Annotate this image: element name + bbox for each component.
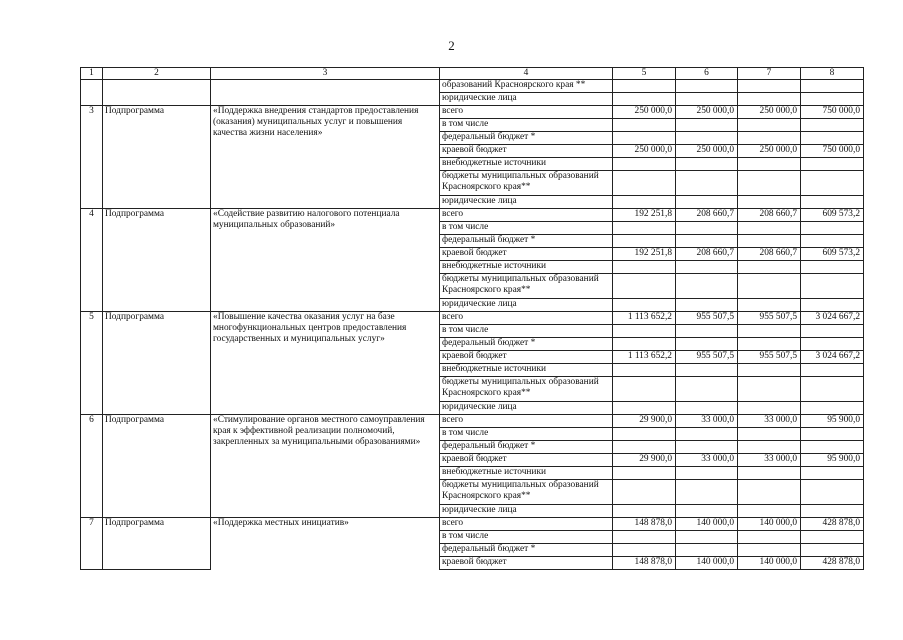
- value-cell: [738, 93, 801, 106]
- value-cell: 33 000,0: [738, 415, 801, 428]
- section-index-cell: [81, 171, 103, 196]
- table-row: [81, 557, 864, 570]
- value-cell: 609 573,2: [801, 209, 864, 222]
- table-row: [81, 222, 864, 235]
- section-index-cell: [81, 544, 103, 557]
- value-cell: [676, 505, 738, 518]
- section-index-cell: [81, 274, 103, 299]
- value-cell: [801, 196, 864, 209]
- value-cell: [801, 235, 864, 248]
- value-cell: [801, 132, 864, 145]
- section-name-cell: «Поддержка местных инициатив»: [211, 518, 440, 570]
- table-row: [81, 325, 864, 338]
- value-cell: [613, 428, 676, 441]
- value-cell: [613, 441, 676, 454]
- value-cell: [801, 222, 864, 235]
- funding-source-cell: внебюджетные источники: [440, 158, 613, 171]
- table-row: [81, 209, 864, 222]
- table-row: [81, 377, 864, 402]
- section-type-cell: [103, 351, 211, 364]
- section-index-cell: [81, 325, 103, 338]
- section-index-cell: [81, 557, 103, 570]
- table-body: [81, 80, 864, 570]
- section-index-cell: [81, 531, 103, 544]
- column-header: 6: [676, 68, 738, 80]
- table-row: [81, 274, 864, 299]
- section-index-cell: [81, 364, 103, 377]
- value-cell: [613, 364, 676, 377]
- column-header: 8: [801, 68, 864, 80]
- table-row: [81, 505, 864, 518]
- value-cell: [613, 402, 676, 415]
- section-type-cell: [103, 80, 211, 93]
- value-cell: [801, 467, 864, 480]
- value-cell: 955 507,5: [676, 312, 738, 325]
- section-type-cell: [103, 338, 211, 351]
- section-index-cell: [81, 132, 103, 145]
- value-cell: [676, 158, 738, 171]
- section-type-cell: [103, 325, 211, 338]
- value-cell: 750 000,0: [801, 145, 864, 158]
- section-type-cell: [103, 402, 211, 415]
- section-type-cell: [103, 428, 211, 441]
- section-index-cell: 7: [81, 518, 103, 531]
- value-cell: [676, 93, 738, 106]
- section-index-cell: [81, 145, 103, 158]
- section-index-cell: [81, 158, 103, 171]
- value-cell: [738, 531, 801, 544]
- value-cell: [676, 544, 738, 557]
- column-header: 5: [613, 68, 676, 80]
- section-index-cell: [81, 299, 103, 312]
- value-cell: [738, 80, 801, 93]
- value-cell: 250 000,0: [676, 106, 738, 119]
- value-cell: [738, 299, 801, 312]
- value-cell: [676, 338, 738, 351]
- value-cell: [738, 364, 801, 377]
- funding-source-cell: всего: [440, 209, 613, 222]
- table-row: [81, 261, 864, 274]
- value-cell: 750 000,0: [801, 106, 864, 119]
- section-type-cell: Подпрограмма: [103, 106, 211, 119]
- value-cell: [801, 158, 864, 171]
- section-index-cell: [81, 248, 103, 261]
- section-index-cell: [81, 119, 103, 132]
- value-cell: 428 878,0: [801, 518, 864, 531]
- value-cell: [801, 325, 864, 338]
- table-row: [81, 467, 864, 480]
- section-type-cell: [103, 377, 211, 402]
- section-type-cell: Подпрограмма: [103, 209, 211, 222]
- funding-source-cell: всего: [440, 415, 613, 428]
- value-cell: [613, 325, 676, 338]
- value-cell: 955 507,5: [738, 351, 801, 364]
- value-cell: [613, 544, 676, 557]
- table-row: [81, 544, 864, 557]
- value-cell: [801, 544, 864, 557]
- value-cell: 3 024 667,2: [801, 312, 864, 325]
- value-cell: [676, 261, 738, 274]
- value-cell: [613, 171, 676, 196]
- section-type-cell: [103, 145, 211, 158]
- value-cell: [676, 441, 738, 454]
- funding-source-cell: бюджеты муниципальных образований Красноярского края**: [440, 377, 613, 402]
- section-type-cell: [103, 261, 211, 274]
- section-index-cell: [81, 467, 103, 480]
- section-index-cell: [81, 351, 103, 364]
- table-row: [81, 531, 864, 544]
- section-index-cell: 5: [81, 312, 103, 325]
- funding-source-cell: федеральный бюджет *: [440, 441, 613, 454]
- value-cell: [738, 467, 801, 480]
- value-cell: [676, 274, 738, 299]
- value-cell: [801, 171, 864, 196]
- value-cell: 609 573,2: [801, 248, 864, 261]
- value-cell: [676, 531, 738, 544]
- value-cell: [738, 377, 801, 402]
- value-cell: 192 251,8: [613, 209, 676, 222]
- value-cell: 428 878,0: [801, 557, 864, 570]
- value-cell: 148 878,0: [613, 557, 676, 570]
- value-cell: [738, 119, 801, 132]
- table-row: [81, 480, 864, 505]
- table-row: [81, 80, 864, 93]
- value-cell: 208 660,7: [676, 209, 738, 222]
- funding-source-cell: всего: [440, 312, 613, 325]
- section-index-cell: [81, 441, 103, 454]
- table-row: [81, 402, 864, 415]
- value-cell: [676, 119, 738, 132]
- value-cell: [613, 467, 676, 480]
- table-row: [81, 415, 864, 428]
- section-type-cell: [103, 505, 211, 518]
- section-type-cell: [103, 299, 211, 312]
- value-cell: [738, 544, 801, 557]
- value-cell: [801, 364, 864, 377]
- value-cell: [676, 364, 738, 377]
- value-cell: 250 000,0: [676, 145, 738, 158]
- section-type-cell: [103, 248, 211, 261]
- section-name-cell: [211, 80, 440, 93]
- value-cell: 955 507,5: [676, 351, 738, 364]
- section-type-cell: [103, 480, 211, 505]
- column-header: 1: [81, 68, 103, 80]
- value-cell: [613, 222, 676, 235]
- section-name-cell: «Повышение качества оказания услуг на базе многофункциональных центров предоставления государственных и муниципальных услуг»: [211, 312, 440, 415]
- value-cell: [613, 261, 676, 274]
- value-cell: 29 900,0: [613, 454, 676, 467]
- section-type-cell: [103, 274, 211, 299]
- funding-source-cell: в том числе: [440, 119, 613, 132]
- section-name-cell: «Поддержка внедрения стандартов предоставления (оказания) муниципальных услуг и повышения качества жизни населения»: [211, 106, 440, 209]
- value-cell: [738, 235, 801, 248]
- section-type-cell: [103, 196, 211, 209]
- value-cell: [738, 274, 801, 299]
- value-cell: [801, 80, 864, 93]
- value-cell: 140 000,0: [676, 518, 738, 531]
- funding-source-cell: юридические лица: [440, 196, 613, 209]
- column-header: 7: [738, 68, 801, 80]
- value-cell: [738, 261, 801, 274]
- funding-source-cell: бюджеты муниципальных образований Красноярского края**: [440, 171, 613, 196]
- value-cell: [801, 428, 864, 441]
- section-type-cell: [103, 544, 211, 557]
- value-cell: [613, 377, 676, 402]
- value-cell: [613, 338, 676, 351]
- section-type-cell: [103, 531, 211, 544]
- table-row: [81, 93, 864, 106]
- section-index-cell: 6: [81, 415, 103, 428]
- funding-source-cell: краевой бюджет: [440, 454, 613, 467]
- funding-source-cell: бюджеты муниципальных образований Красноярского края**: [440, 274, 613, 299]
- value-cell: [676, 132, 738, 145]
- section-type-cell: [103, 235, 211, 248]
- section-index-cell: [81, 428, 103, 441]
- column-header: 2: [103, 68, 211, 80]
- value-cell: 29 900,0: [613, 415, 676, 428]
- value-cell: [613, 196, 676, 209]
- section-name-cell: «Содействие развитию налогового потенциала муниципальных образований»: [211, 209, 440, 312]
- value-cell: 33 000,0: [738, 454, 801, 467]
- table-row: [81, 428, 864, 441]
- value-cell: [613, 274, 676, 299]
- value-cell: 33 000,0: [676, 415, 738, 428]
- funding-source-cell: в том числе: [440, 428, 613, 441]
- value-cell: [613, 80, 676, 93]
- value-cell: [613, 158, 676, 171]
- value-cell: [676, 80, 738, 93]
- funding-source-cell: всего: [440, 518, 613, 531]
- funding-source-cell: юридические лица: [440, 93, 613, 106]
- value-cell: [738, 325, 801, 338]
- section-type-cell: [103, 158, 211, 171]
- value-cell: [676, 196, 738, 209]
- page-number: 2: [448, 38, 455, 53]
- table-row: [81, 441, 864, 454]
- value-cell: 33 000,0: [676, 454, 738, 467]
- section-index-cell: [81, 80, 103, 93]
- funding-source-cell: юридические лица: [440, 402, 613, 415]
- section-index-cell: 3: [81, 106, 103, 119]
- value-cell: [738, 441, 801, 454]
- value-cell: [738, 505, 801, 518]
- funding-source-cell: краевой бюджет: [440, 248, 613, 261]
- value-cell: [613, 480, 676, 505]
- value-cell: 3 024 667,2: [801, 351, 864, 364]
- section-type-cell: [103, 441, 211, 454]
- table-row: [81, 312, 864, 325]
- section-type-cell: [103, 557, 211, 570]
- section-type-cell: [103, 454, 211, 467]
- value-cell: [676, 428, 738, 441]
- value-cell: 250 000,0: [613, 106, 676, 119]
- funding-source-cell: бюджеты муниципальных образований Красноярского края**: [440, 480, 613, 505]
- value-cell: 250 000,0: [738, 106, 801, 119]
- value-cell: [738, 480, 801, 505]
- funding-source-cell: краевой бюджет: [440, 557, 613, 570]
- section-index-cell: [81, 235, 103, 248]
- column-header: 3: [211, 68, 440, 80]
- section-index-cell: [81, 480, 103, 505]
- funding-source-cell: юридические лица: [440, 505, 613, 518]
- section-index-cell: [81, 196, 103, 209]
- value-cell: 192 251,8: [613, 248, 676, 261]
- table-row: [81, 454, 864, 467]
- section-index-cell: [81, 377, 103, 402]
- value-cell: [738, 402, 801, 415]
- table-row: [81, 196, 864, 209]
- value-cell: [801, 338, 864, 351]
- funding-table: [80, 67, 864, 570]
- table-row: [81, 171, 864, 196]
- value-cell: [801, 505, 864, 518]
- table-row: [81, 158, 864, 171]
- value-cell: [801, 119, 864, 132]
- value-cell: [738, 222, 801, 235]
- value-cell: [613, 235, 676, 248]
- value-cell: [676, 377, 738, 402]
- funding-source-cell: внебюджетные источники: [440, 261, 613, 274]
- table-row: [81, 106, 864, 119]
- section-index-cell: [81, 222, 103, 235]
- value-cell: 140 000,0: [738, 557, 801, 570]
- table-row: [81, 299, 864, 312]
- table-row: [81, 119, 864, 132]
- value-cell: [613, 132, 676, 145]
- section-type-cell: Подпрограмма: [103, 312, 211, 325]
- table-row: [81, 351, 864, 364]
- section-index-cell: [81, 505, 103, 518]
- section-index-cell: [81, 93, 103, 106]
- value-cell: 140 000,0: [738, 518, 801, 531]
- section-index-cell: [81, 261, 103, 274]
- value-cell: 148 878,0: [613, 518, 676, 531]
- section-index-cell: 4: [81, 209, 103, 222]
- section-type-cell: [103, 171, 211, 196]
- table-row: [81, 364, 864, 377]
- value-cell: [676, 171, 738, 196]
- section-type-cell: [103, 119, 211, 132]
- value-cell: 208 660,7: [738, 209, 801, 222]
- table-row: [81, 132, 864, 145]
- value-cell: [738, 428, 801, 441]
- value-cell: [801, 93, 864, 106]
- value-cell: [613, 119, 676, 132]
- table-row: [81, 248, 864, 261]
- funding-source-cell: образований Красноярского края **: [440, 80, 613, 93]
- value-cell: [676, 325, 738, 338]
- section-name-cell: [211, 93, 440, 106]
- value-cell: [801, 402, 864, 415]
- value-cell: [613, 531, 676, 544]
- table-row: [81, 518, 864, 531]
- value-cell: 250 000,0: [738, 145, 801, 158]
- section-type-cell: Подпрограмма: [103, 415, 211, 428]
- funding-source-cell: федеральный бюджет *: [440, 338, 613, 351]
- section-type-cell: [103, 467, 211, 480]
- section-type-cell: [103, 364, 211, 377]
- value-cell: [676, 402, 738, 415]
- value-cell: 250 000,0: [613, 145, 676, 158]
- section-index-cell: [81, 402, 103, 415]
- value-cell: [676, 467, 738, 480]
- value-cell: [738, 338, 801, 351]
- value-cell: [801, 274, 864, 299]
- section-type-cell: [103, 132, 211, 145]
- funding-source-cell: краевой бюджет: [440, 145, 613, 158]
- value-cell: 140 000,0: [676, 557, 738, 570]
- header-row: [81, 68, 864, 80]
- funding-source-cell: внебюджетные источники: [440, 364, 613, 377]
- section-type-cell: [103, 222, 211, 235]
- funding-source-cell: федеральный бюджет *: [440, 132, 613, 145]
- value-cell: 95 900,0: [801, 415, 864, 428]
- section-index-cell: [81, 454, 103, 467]
- table-row: [81, 145, 864, 158]
- value-cell: [613, 299, 676, 312]
- section-type-cell: Подпрограмма: [103, 518, 211, 531]
- value-cell: 95 900,0: [801, 454, 864, 467]
- value-cell: [801, 480, 864, 505]
- value-cell: 208 660,7: [738, 248, 801, 261]
- value-cell: [801, 441, 864, 454]
- funding-source-cell: внебюджетные источники: [440, 467, 613, 480]
- value-cell: 955 507,5: [738, 312, 801, 325]
- funding-source-cell: федеральный бюджет *: [440, 544, 613, 557]
- value-cell: 1 113 652,2: [613, 351, 676, 364]
- column-header: 4: [440, 68, 613, 80]
- value-cell: [801, 377, 864, 402]
- value-cell: [738, 158, 801, 171]
- value-cell: [676, 222, 738, 235]
- value-cell: [613, 93, 676, 106]
- funding-source-cell: в том числе: [440, 222, 613, 235]
- funding-source-cell: федеральный бюджет *: [440, 235, 613, 248]
- section-type-cell: [103, 93, 211, 106]
- section-name-cell: «Стимулирование органов местного самоуправления края к эффективной реализации полномочий, закрепленных за муниципальными образованиями»: [211, 415, 440, 518]
- value-cell: [738, 171, 801, 196]
- value-cell: [738, 132, 801, 145]
- section-index-cell: [81, 338, 103, 351]
- table-row: [81, 235, 864, 248]
- value-cell: [801, 261, 864, 274]
- value-cell: [676, 480, 738, 505]
- funding-source-cell: в том числе: [440, 325, 613, 338]
- funding-source-cell: краевой бюджет: [440, 351, 613, 364]
- value-cell: [676, 235, 738, 248]
- value-cell: [676, 299, 738, 312]
- value-cell: [801, 299, 864, 312]
- value-cell: [738, 196, 801, 209]
- funding-source-cell: юридические лица: [440, 299, 613, 312]
- value-cell: [801, 531, 864, 544]
- value-cell: 1 113 652,2: [613, 312, 676, 325]
- funding-source-cell: в том числе: [440, 531, 613, 544]
- value-cell: 208 660,7: [676, 248, 738, 261]
- value-cell: [613, 505, 676, 518]
- table-row: [81, 338, 864, 351]
- funding-source-cell: всего: [440, 106, 613, 119]
